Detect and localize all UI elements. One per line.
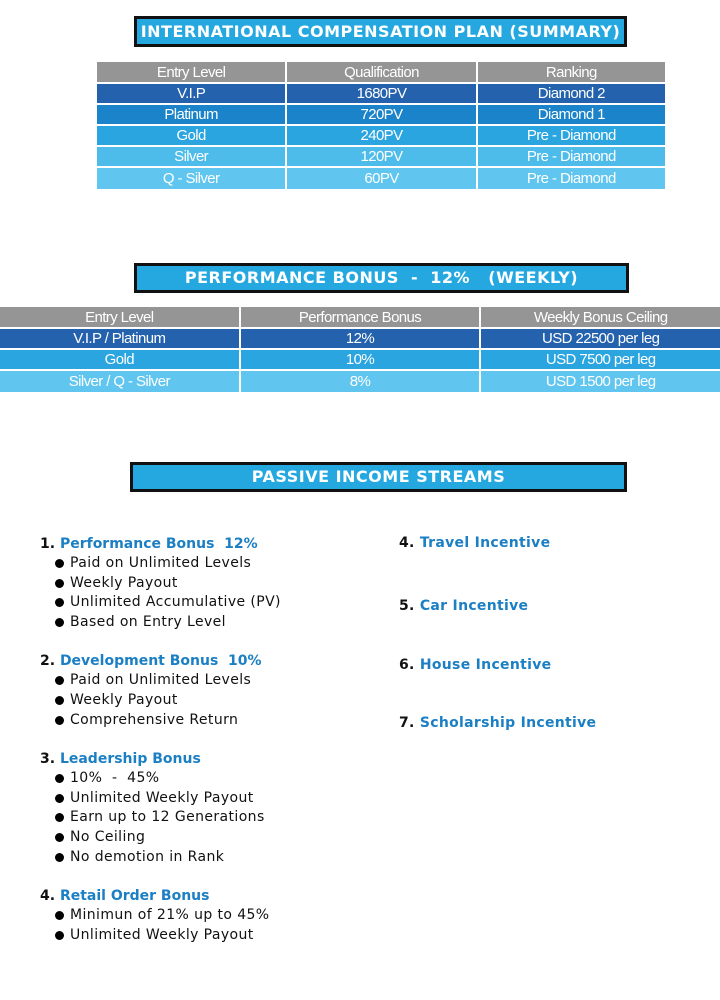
bullet-item: No Ceiling xyxy=(40,828,370,848)
table-cell: 720PV xyxy=(287,105,475,126)
table-cell: 60PV xyxy=(287,168,475,189)
table-cell: USD 7500 per leg xyxy=(481,350,720,371)
performance-bonus-title-text: PERFORMANCE BONUS - 12% (WEEKLY) xyxy=(184,268,579,287)
item-number: 3. xyxy=(40,751,56,768)
item-number: 5. xyxy=(399,598,415,614)
table-cell: 12% xyxy=(241,329,480,350)
bullet-item: Based on Entry Level xyxy=(40,613,370,633)
column-header-entry-level: Entry Level xyxy=(0,307,239,329)
item-number: 7. xyxy=(399,715,415,731)
table-cell: 8% xyxy=(241,371,480,392)
table-cell: Pre - Diamond xyxy=(478,168,665,189)
bullet-item: 10% - 45% xyxy=(40,769,370,789)
column-header-qualification: Qualification xyxy=(287,62,475,84)
item-title: Car Incentive xyxy=(419,598,529,614)
passive-income-list-left xyxy=(40,534,370,945)
table-cell: Platinum xyxy=(97,105,285,126)
bullet-item: No demotion in Rank xyxy=(40,848,370,868)
table-row xyxy=(97,105,665,126)
item-number: 4. xyxy=(40,888,56,905)
item-number: 1. xyxy=(40,536,56,552)
passive-income-title-text: PASSIVE INCOME STREAMS xyxy=(251,467,506,486)
table-row xyxy=(97,126,665,147)
table-cell: USD 1500 per leg xyxy=(481,371,720,392)
passive-income-title xyxy=(130,462,627,492)
table-cell: Diamond 2 xyxy=(478,84,665,105)
table-cell: Pre - Diamond xyxy=(478,147,665,168)
table-cell: Diamond 1 xyxy=(478,105,665,126)
table-row xyxy=(0,371,720,392)
bullet-item: Earn up to 12 Generations xyxy=(40,808,370,828)
bullet-item: Minimun of 21% up to 45% xyxy=(40,906,370,926)
item-title: Performance Bonus 12% xyxy=(59,536,258,552)
list-item xyxy=(399,598,528,614)
item-title: House Incentive xyxy=(419,657,552,673)
item-number: 4. xyxy=(399,535,415,551)
bullet-item: Comprehensive Return xyxy=(40,711,370,731)
list-item xyxy=(40,651,370,730)
bullet-item: Weekly Payout xyxy=(40,691,370,711)
item-title: Scholarship Incentive xyxy=(419,715,597,731)
table-row xyxy=(0,329,720,350)
bullet-item: Weekly Payout xyxy=(40,574,370,594)
item-title: Travel Incentive xyxy=(419,535,551,551)
table-cell: Pre - Diamond xyxy=(478,126,665,147)
column-header-performance-bonus: Performance Bonus xyxy=(241,307,480,329)
table-cell: Q - Silver xyxy=(97,168,285,189)
column-header-weekly-bonus-ceiling: Weekly Bonus Ceiling xyxy=(481,307,720,329)
performance-bonus-table xyxy=(0,307,720,392)
bullet-item: Paid on Unlimited Levels xyxy=(40,671,370,691)
table-cell: 1680PV xyxy=(287,84,475,105)
column-header-entry-level: Entry Level xyxy=(97,62,285,84)
list-item xyxy=(399,657,551,673)
item-title: Development Bonus 10% xyxy=(59,653,262,670)
bullet-item: Paid on Unlimited Levels xyxy=(40,554,370,574)
table-cell: 10% xyxy=(241,350,480,371)
list-item xyxy=(399,715,596,731)
table-cell: Gold xyxy=(0,350,239,371)
table-cell: Gold xyxy=(97,126,285,147)
performance-bonus-title xyxy=(134,263,629,293)
table-cell: 120PV xyxy=(287,147,475,168)
item-title: Leadership Bonus xyxy=(59,751,201,768)
table-cell: 240PV xyxy=(287,126,475,147)
table-row xyxy=(97,168,665,189)
bullet-item: Unlimited Weekly Payout xyxy=(40,926,370,946)
list-item xyxy=(40,886,370,945)
bullet-item: Unlimited Weekly Payout xyxy=(40,789,370,809)
compensation-plan-title-text: INTERNATIONAL COMPENSATION PLAN (SUMMARY) xyxy=(140,22,621,41)
list-item xyxy=(40,534,370,632)
list-item xyxy=(40,749,370,867)
table-cell: Silver xyxy=(97,147,285,168)
item-number: 2. xyxy=(40,653,56,670)
table-row xyxy=(97,84,665,105)
table-row xyxy=(0,350,720,371)
table-cell: V.I.P / Platinum xyxy=(0,329,239,350)
item-number: 6. xyxy=(399,657,415,673)
compensation-plan-title xyxy=(134,16,627,47)
table-cell: Silver / Q - Silver xyxy=(0,371,239,392)
bullet-item: Unlimited Accumulative (PV) xyxy=(40,593,370,613)
list-item xyxy=(399,535,550,551)
column-header-ranking: Ranking xyxy=(478,62,665,84)
table-row xyxy=(97,147,665,168)
item-title: Retail Order Bonus xyxy=(59,888,210,905)
table-cell: V.I.P xyxy=(97,84,285,105)
compensation-table xyxy=(95,62,667,189)
table-cell: USD 22500 per leg xyxy=(481,329,720,350)
